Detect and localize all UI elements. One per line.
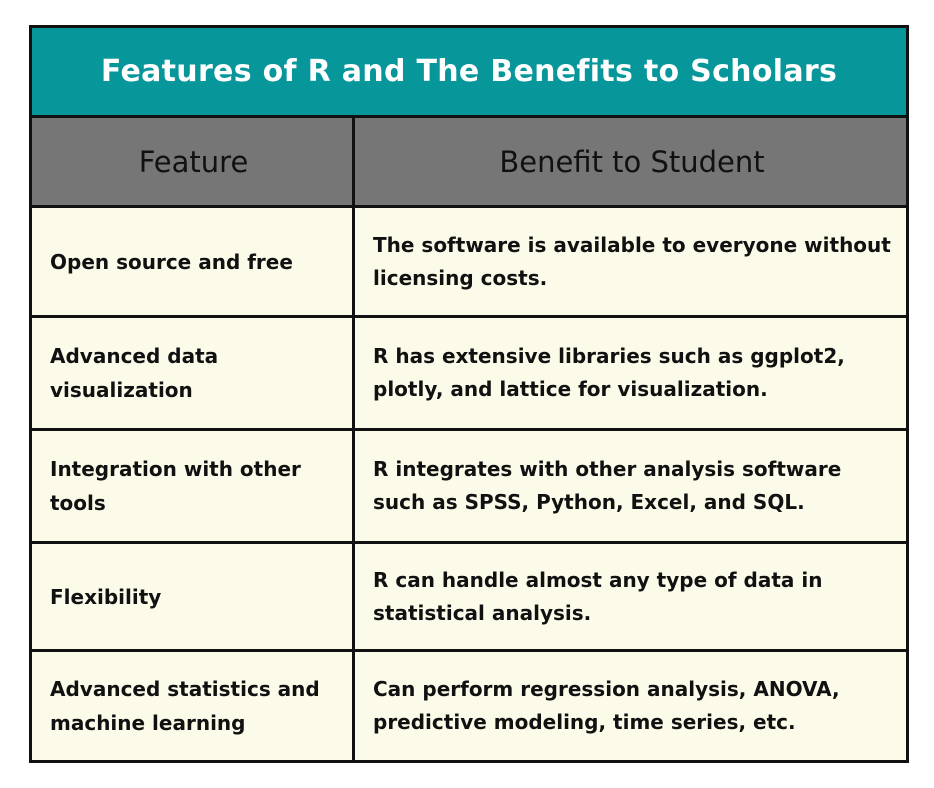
table-row bbox=[32, 652, 906, 760]
feature-cell bbox=[32, 544, 352, 649]
benefit-text: R integrates with other analysis software such as SPSS, Python, Excel, and SQL. bbox=[373, 457, 842, 514]
benefit-cell bbox=[355, 208, 906, 315]
benefit-cell bbox=[355, 652, 906, 760]
benefit-cell bbox=[355, 318, 906, 428]
table-row bbox=[32, 318, 906, 431]
feature-text: Integration with other tools bbox=[50, 457, 301, 515]
features-table bbox=[29, 25, 909, 763]
table-title: Features of R and The Benefits to Scholars bbox=[100, 54, 838, 89]
benefit-cell bbox=[355, 431, 906, 541]
feature-cell bbox=[32, 208, 352, 315]
feature-text: Advanced statistics and machine learning bbox=[50, 677, 320, 735]
feature-text: Open source and free bbox=[50, 249, 293, 274]
feature-cell bbox=[32, 318, 352, 428]
table-header-row bbox=[32, 118, 906, 208]
feature-text: Flexibility bbox=[50, 584, 162, 609]
benefit-text: R has extensive libraries such as ggplot2, plotly, and lattice for visualization. bbox=[373, 344, 845, 401]
table-title-bar bbox=[32, 28, 906, 118]
feature-cell bbox=[32, 431, 352, 541]
feature-text: Advanced data visualization bbox=[50, 344, 219, 402]
benefit-text: Can perform regression analysis, ANOVA, predictive modeling, time series, etc. bbox=[373, 677, 840, 734]
benefit-text: R can handle almost any type of data in statistical analysis. bbox=[373, 567, 823, 625]
benefit-cell bbox=[355, 544, 906, 649]
table-row bbox=[32, 431, 906, 544]
table-row bbox=[32, 544, 906, 652]
column-header-benefit: Benefit to Student bbox=[499, 144, 765, 179]
feature-cell bbox=[32, 652, 352, 760]
column-header-feature: Feature bbox=[138, 144, 249, 179]
table-row bbox=[32, 208, 906, 318]
benefit-text: The software is available to everyone without licensing costs. bbox=[373, 232, 891, 290]
